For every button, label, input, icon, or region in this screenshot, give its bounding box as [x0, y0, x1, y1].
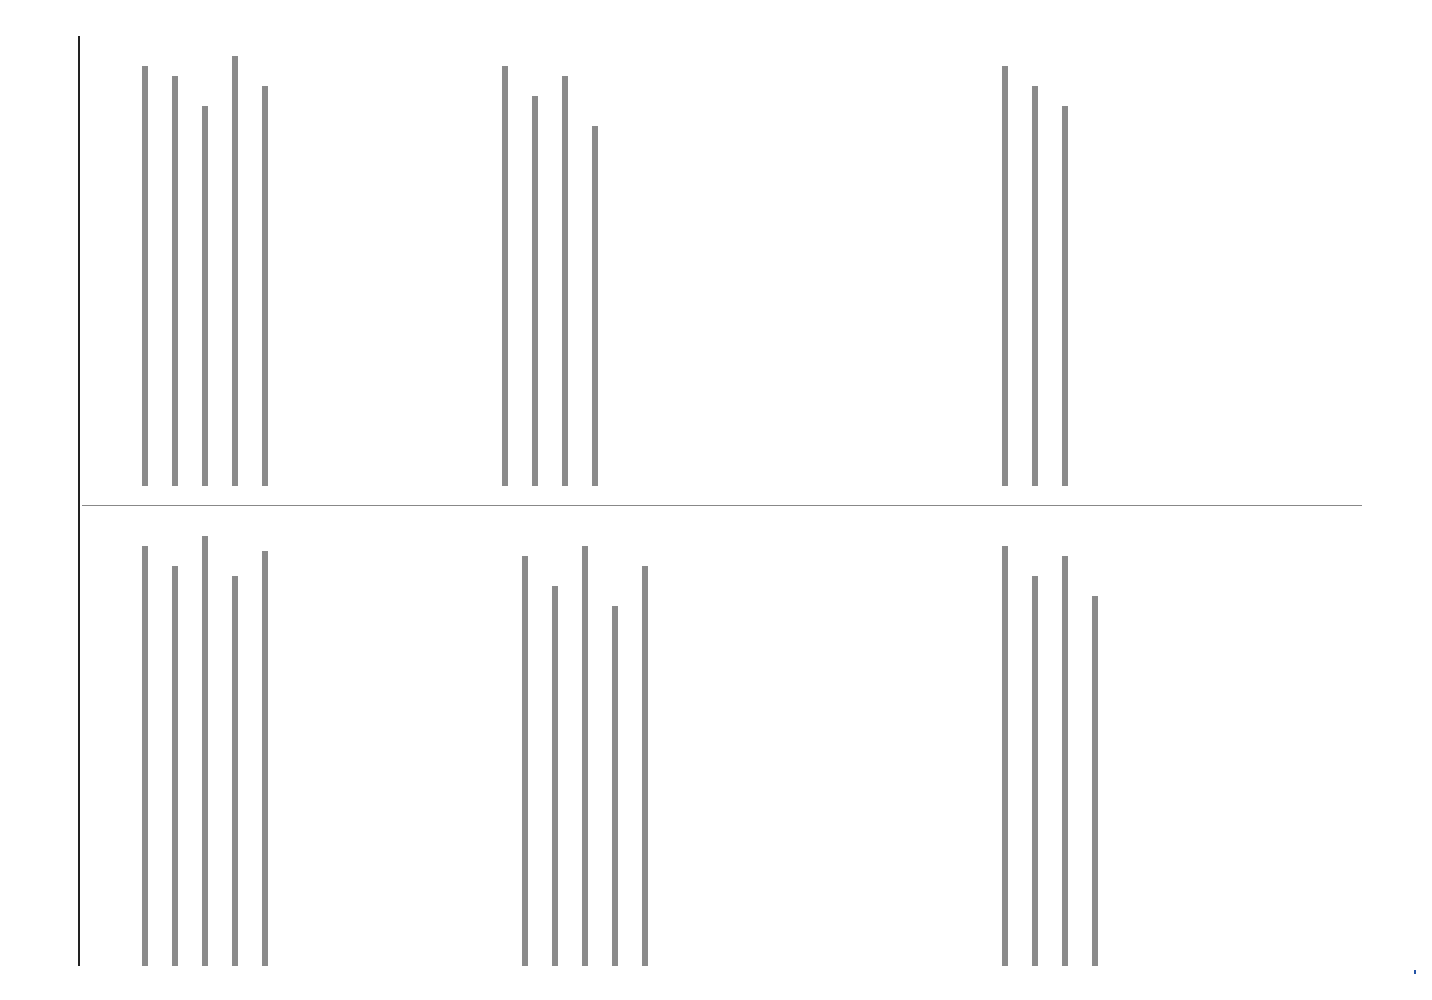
text-line: [232, 576, 238, 966]
text-line: [142, 546, 148, 966]
text-line: [1032, 86, 1038, 486]
text-line: [1092, 596, 1098, 966]
text-line: [262, 551, 268, 966]
digitization-credit: [1404, 20, 1426, 980]
text-line: [172, 566, 178, 966]
text-line: [142, 66, 148, 486]
header-rule: [78, 36, 80, 966]
text-line: [262, 86, 268, 486]
text-line: [202, 106, 208, 486]
right-column: [102, 46, 1362, 486]
text-line: [522, 556, 528, 966]
text-line: [202, 536, 208, 966]
text-line: [1062, 106, 1068, 486]
text-line: [1062, 556, 1068, 966]
text-line: [1002, 546, 1008, 966]
text-line: [1002, 66, 1008, 486]
dfg-logo: [1414, 970, 1416, 974]
text-line: [172, 76, 178, 486]
text-line: [612, 606, 618, 966]
text-line: [562, 76, 568, 486]
text-line: [642, 566, 648, 966]
text-line: [582, 546, 588, 966]
column-divider: [82, 505, 1362, 506]
text-line: [232, 56, 238, 486]
left-column: [102, 526, 1362, 966]
text-line: [592, 126, 598, 486]
text-line: [502, 66, 508, 486]
text-line: [532, 96, 538, 486]
text-line: [552, 586, 558, 966]
text-line: [1032, 576, 1038, 966]
rotated-document: [12, 16, 1412, 986]
